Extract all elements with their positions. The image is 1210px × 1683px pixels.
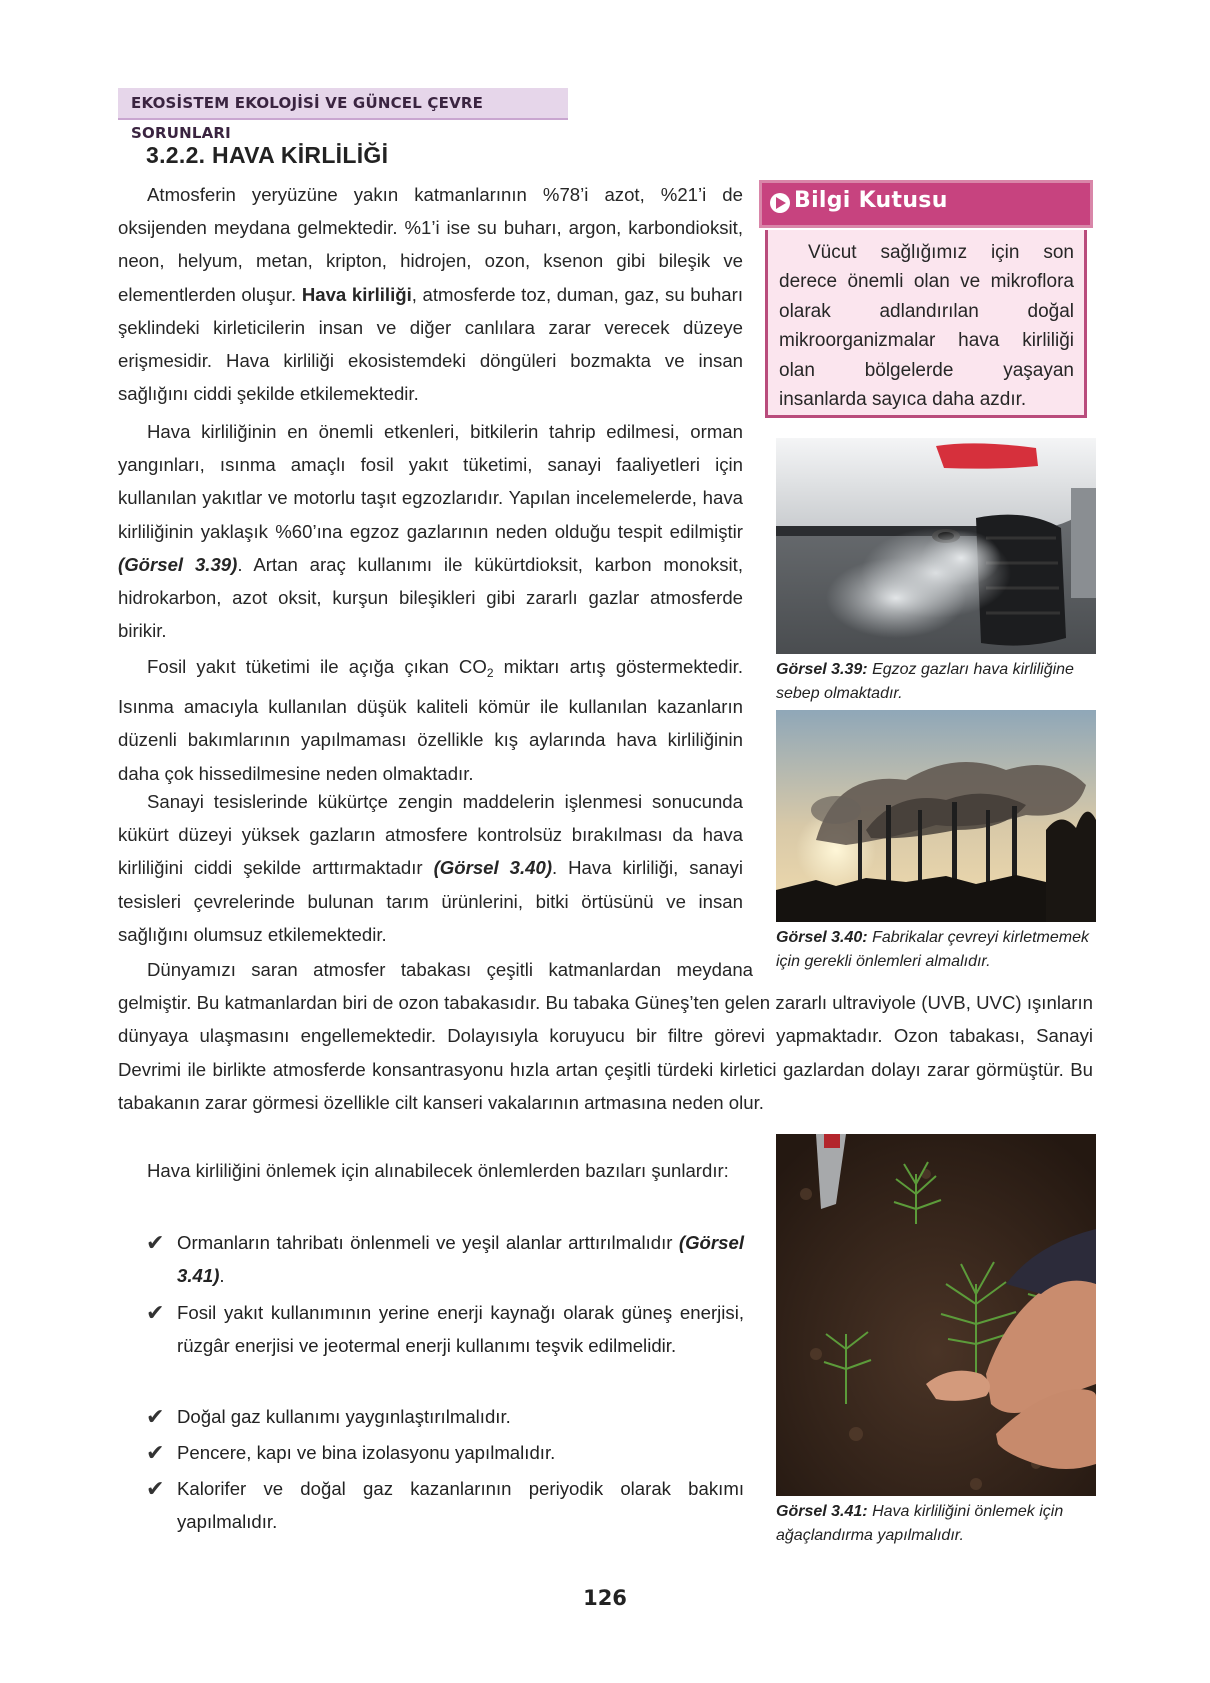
chapter-header-text: EKOSİSTEM EKOLOJİSİ VE GÜNCEL ÇEVRE SORUNLARI [131,94,484,142]
checklist-item-3-text: Doğal gaz kullanımı yaygınlaştırılmalıdır. [177,1406,511,1427]
figure-341-caption [776,1500,1096,1548]
exhaust-photo [776,438,1096,654]
checklist-item-5 [146,1472,744,1538]
page-number: 126 [583,1586,627,1610]
p2-figure-ref: (Görsel 3.39) [118,553,238,575]
checklist-item-1-ref: (Görsel 3.41) [177,1232,744,1287]
check-mark-icon: ✔ [146,1300,165,1325]
check-mark-icon: ✔ [146,1476,165,1501]
p3-text-b: miktarı artış göstermektedir. Isınma amacıyla kullanılan düşük kaliteli kömür ile kullanılan kazanların düzenli bakımlarının yapılmaması özellikle kış aylarında hava kirliliğinin daha çok hissedilmesine neden olmaktadır. [118,656,743,784]
figure-339-caption [776,658,1096,706]
checklist-item-4 [146,1436,744,1469]
p4-figure-ref: (Görsel 3.40) [433,857,553,879]
figure-341-text: Hava kirliliğini önlemek için ağaçlandırma yapılmalıdır. [776,1503,1064,1544]
figure-339-label: Görsel 3.39: [776,661,868,678]
tree-planting-photo-image [776,1134,1096,1496]
p1-text-a: Atmosferin yeryüzüne yakın katmanlarının %78’i azot, %21’i de oksijenden meydana gelmektedir. %1’i ise su buharı, argon, karbondioksit, neon, helyum, metan, kripton, hidrojen, ozon, ksenon gibi bileşik ve elementlerden oluşur. [118,184,743,305]
figure-340-label: Görsel 3.40: [776,929,868,946]
tree-planting-photo [776,1134,1096,1496]
figure-341-label: Görsel 3.41: [776,1503,868,1520]
p3-subscript: 2 [486,666,494,680]
checklist-item-1 [146,1226,744,1292]
factory-photo-image [776,710,1096,922]
paragraph-3 [118,650,743,790]
info-box-header [759,180,1093,228]
p5-text: Dünyamızı saran atmosfer tabakası çeşitli katmanlardan meydana gelmiştir. Bu katmanlardan biri de ozon tabakasıdır. Bu tabaka Güneş’ten gelen zararlı ultraviyole (UVB, UVC) ışınların dünyaya ulaşmasını engellemektedir. Dolayısıyla koruyucu bir filtre görevi yapmaktadır. Ozon tabakası, Sanayi Devrimi ile birlikte atmosferde konsantrasyonu hızla artan çeşitli türdeki kirletici gazlardan dolayı zarar görmüştür. Bu tabakanın zarar görmesi özellikle cilt kanseri vakalarının artmasına neden olur. [118,959,1093,1113]
p1-text-b: , atmosferde toz, duman, gaz, su buharı şeklindeki kirleticilerin insan ve diğer canlılara zarar verecek düzeye erişmesidir. Hava kirliliği ekosistemdeki döngüleri bozmakta ve insan sağlığını ciddi şekilde etkilemektedir. [118,283,744,405]
p2-text-b: . Artan araç kullanımı ile kükürtdioksit, karbon monoksit, hidrokarbon, azot oksit, kurşun bileşikleri gibi zararlı gazlar atmosferde birikir. [118,553,743,642]
checklist-item-5-text: Kalorifer ve doğal gaz kazanlarının periyodik olarak bakımı yapılmalıdır. [177,1478,744,1533]
chapter-header-band [118,88,568,142]
p4-text-b: . Hava kirliliği, sanayi tesisleri çevrelerinde bulunan tarım ürünlerini, bitki örtüsünü ve insan sağlığını olumsuz etkilemektedir. [118,857,743,945]
p1-term: Hava kirliliği [301,283,412,305]
check-mark-icon: ✔ [146,1404,165,1429]
p2-text-a: Hava kirliliğinin en önemli etkenleri, bitkilerin tahrip edilmesi, orman yangınları, ısınma amaçlı fosil yakıt tüketimi, sanayi faaliyetleri için kullanılan yakıtlar ve motorlu taşıt egzozlarıdır. Yapılan incelemelerde, hava kirliliğinin yaklaşık %60’ına egzoz gazlarının neden olduğu tespit edilmiştir [118,421,743,542]
section-title: 3.2.2. HAVA KİRLİLİĞİ [146,142,389,168]
header-underline [118,118,568,120]
p3-text-a: Fosil yakıt tüketimi ile açığa çıkan CO [147,656,487,677]
checklist-item-1-end: . [219,1265,225,1287]
exhaust-photo-image [776,438,1096,654]
p6-text: Hava kirliliğini önlemek için alınabilecek önlemlerden bazıları şunlardır: [147,1160,729,1181]
checklist-item-4-text: Pencere, kapı ve bina izolasyonu yapılmalıdır. [177,1442,556,1463]
check-mark-icon: ✔ [146,1440,165,1465]
checklist-item-2 [146,1296,744,1362]
check-mark-icon: ✔ [146,1230,165,1255]
paragraph-4 [118,785,743,951]
figure-340-caption [776,926,1096,974]
paragraph-1 [118,178,743,410]
checklist-item-3 [146,1400,744,1433]
play-arrow-icon [769,192,791,214]
paragraph-2 [118,415,743,647]
checklist-item-2-text: Fosil yakıt kullanımının yerine enerji kaynağı olarak güneş enerjisi, rüzgâr enerjisi ve jeotermal enerji kullanımı teşvik edilmelidir. [177,1302,744,1357]
paragraph-5 [118,953,1093,1119]
p4-text-a: Sanayi tesislerinde kükürtçe zengin maddelerin işlenmesi sonucunda kükürt düzeyi yüksek gazların atmosfere kontrolsüz bırakılması da hava kirliliğini ciddi şekilde arttırmaktadır [118,791,743,879]
factory-photo [776,710,1096,922]
figure-339-text: Egzoz gazları hava kirliliğine sebep olmaktadır. [776,661,1074,702]
info-box-text: Vücut sağlığımız için son derece önemli olan ve mikroflora olarak adlandırılan doğal mikroorganizmalar hava kirliliği olan bölgelerde yaşayan insanlarda sayıca daha azdır. [779,242,1074,411]
checklist-item-1-text: Ormanların tahribatı önlenmeli ve yeşil alanlar arttırılmalıdır [177,1232,679,1253]
paragraph-6 [118,1154,743,1187]
info-box-title: Bilgi Kutusu [794,188,948,213]
info-box-body [765,230,1087,418]
figure-340-text: Fabrikalar çevreyi kirletmemek için gerekli önlemleri almalıdır. [776,929,1089,970]
